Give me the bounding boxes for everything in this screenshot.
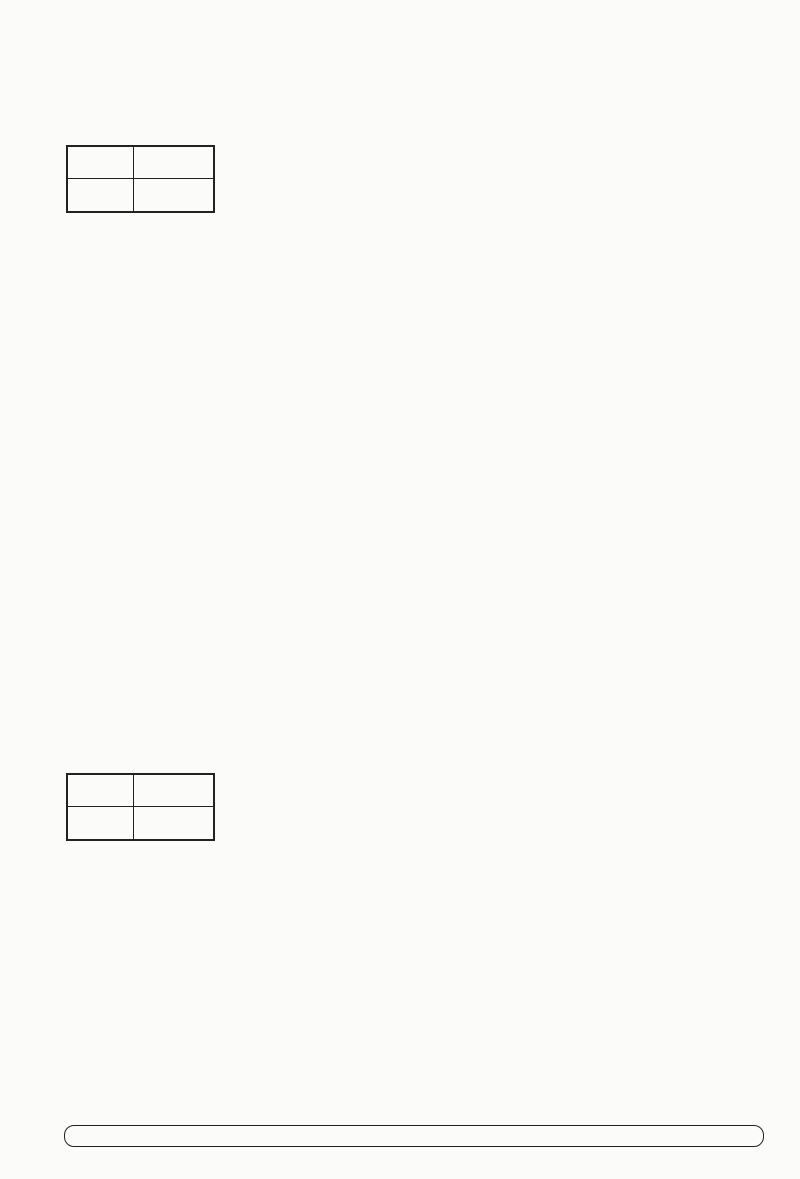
grader-label <box>134 775 213 807</box>
score-label <box>68 775 134 807</box>
grader-label <box>134 147 213 179</box>
score-label <box>68 147 134 179</box>
grader-cell[interactable] <box>134 179 213 211</box>
page-footer <box>64 1125 764 1147</box>
score-box-section3 <box>66 773 215 841</box>
score-box-section2 <box>66 145 215 213</box>
grader-cell[interactable] <box>134 807 213 839</box>
score-cell[interactable] <box>68 807 134 839</box>
score-cell[interactable] <box>68 179 134 211</box>
